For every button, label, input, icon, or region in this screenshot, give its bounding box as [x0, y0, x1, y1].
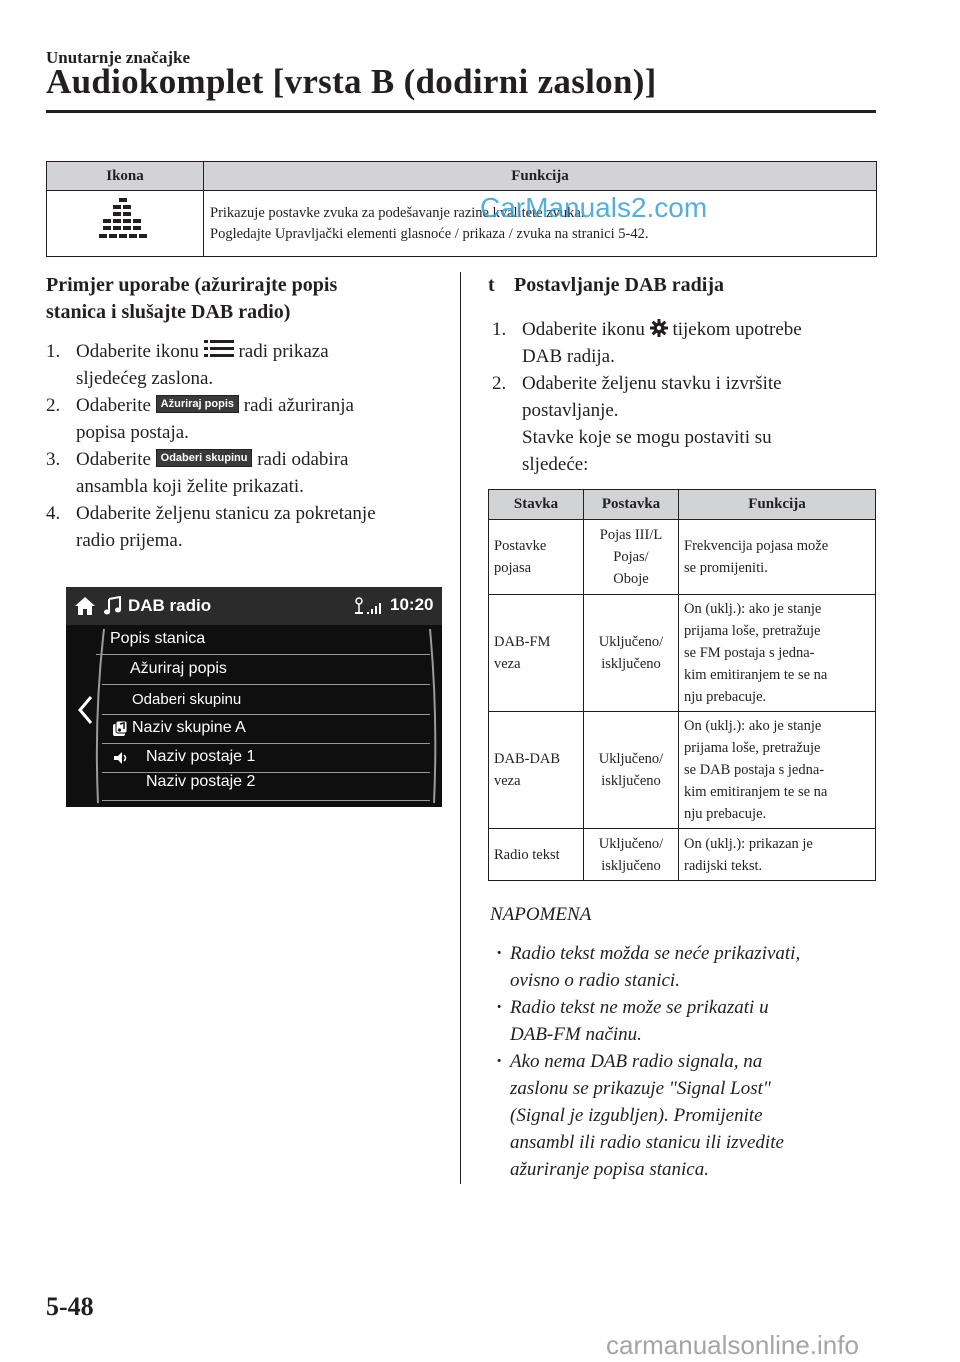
table-row: [489, 829, 876, 881]
step-text: radi ažuriranja: [243, 395, 354, 416]
step-number: 2.: [492, 373, 507, 394]
icon-column-header: Ikona: [47, 162, 204, 191]
note-line: · Radio tekst ne može se prikazati u: [510, 997, 769, 1018]
step-text: Odaberite ikonu: [76, 341, 199, 362]
row-label: Ažuriraj popis: [130, 660, 227, 677]
step-text: sljedeće:: [522, 454, 589, 475]
icon-cell: [47, 191, 204, 257]
table-row: [489, 520, 876, 595]
cell-line: Postavke: [494, 538, 547, 554]
setting-cell: [584, 595, 679, 712]
function-cell: [679, 520, 876, 595]
note-bullet: [492, 994, 872, 1048]
cell-line: Uključeno/: [598, 751, 664, 767]
item-cell: [489, 520, 584, 595]
row-label: Naziv postaje 2: [146, 773, 256, 790]
title-rule: [46, 110, 876, 113]
cell-line: isključeno: [601, 656, 661, 672]
cell-line: Pojas III/L: [599, 527, 663, 543]
cell-line: kim emitiranjem te se na: [684, 667, 828, 683]
select-group-row[interactable]: [102, 685, 430, 715]
watermark-site: carmanualsonline.info: [606, 1330, 859, 1360]
step-text: radi odabira: [257, 449, 349, 470]
ensemble-row[interactable]: [102, 715, 430, 744]
note-line: ovisno o radio stanici.: [510, 970, 680, 991]
dab-radio-screen: [66, 587, 442, 807]
table-row: [489, 712, 876, 829]
cell-line: nju prebacuje.: [684, 806, 767, 822]
right-heading-text: Postavljanje DAB radija: [514, 274, 724, 296]
list-icon: [204, 339, 234, 359]
note-line: ansambl ili radio stanicu ili izvedite: [510, 1132, 784, 1153]
cell-line: On (uklj.): prikazan je: [684, 835, 813, 852]
ensemble-icon: [112, 721, 128, 737]
watermark-carmanuals: CarManuals2.com: [480, 192, 708, 223]
step-number: 1.: [492, 319, 507, 340]
cell-line: Oboje: [613, 571, 649, 587]
step-number: 3.: [46, 449, 61, 470]
setting-cell: [584, 520, 679, 595]
column-divider: [460, 272, 461, 1184]
column-header: Stavka: [489, 490, 584, 520]
function-cell: [679, 829, 876, 881]
step-text: DAB radija.: [522, 346, 615, 367]
cell-line: DAB-DAB: [494, 751, 561, 767]
cell-line: se DAB postaja s jedna-: [684, 762, 825, 778]
note-list: [492, 940, 872, 1183]
cell-line: radijski tekst.: [684, 857, 763, 874]
icon-function-line-1: Prikazuje postavke zvuka za podešavanje razine kvalitete zvuka.: [210, 204, 585, 221]
station-list-heading: [96, 627, 430, 655]
cell-line: prijama loše, pretražuje: [684, 623, 821, 639]
step-number: 1.: [46, 341, 61, 362]
page-number: 5-48: [46, 1292, 94, 1321]
step-text: Odaberite: [76, 449, 151, 470]
right-heading: [488, 272, 878, 299]
function-cell: [679, 712, 876, 829]
right-step-1: [492, 316, 880, 370]
station-row-1[interactable]: [102, 744, 430, 773]
cell-line: nju prebacuje.: [684, 689, 767, 705]
note-line: DAB-FM načinu.: [510, 1024, 642, 1045]
cell-line: se FM postaja s jedna-: [684, 645, 815, 661]
settings-table: [488, 489, 876, 881]
function-cell: [679, 595, 876, 712]
cell-line: On (uklj.): ako je stanje: [684, 718, 822, 734]
step-text: ansambla koji želite prikazati.: [76, 476, 304, 497]
note-bullet: [492, 1048, 872, 1183]
step-text: Odaberite željenu stavku i izvršite: [522, 373, 782, 394]
row-label: Naziv postaje 1: [146, 748, 256, 765]
step-number: 4.: [46, 503, 61, 524]
back-chevron-icon[interactable]: [76, 694, 94, 726]
right-steps: [492, 316, 880, 478]
cell-line: se promijeniti.: [684, 560, 768, 576]
step-text: Odaberite ikonu: [522, 319, 645, 340]
equalizer-icon: [99, 196, 151, 244]
cell-line: DAB-FM: [494, 634, 551, 650]
note-line: · Radio tekst možda se neće prikazivati,: [510, 943, 801, 964]
screen-time: 10:20: [390, 595, 434, 614]
note-line: zaslonu se prikazuje "Signal Lost": [510, 1078, 771, 1099]
update-list-row[interactable]: [102, 655, 430, 685]
left-heading-line-1: Primjer uporabe (ažurirajte popis: [46, 274, 338, 296]
cell-line: Radio tekst: [494, 846, 560, 863]
cell-line: veza: [494, 656, 521, 672]
home-icon[interactable]: [74, 595, 96, 617]
step-text: radio prijema.: [76, 530, 183, 551]
heading-bullet: t: [488, 274, 495, 296]
column-header: Funkcija: [679, 490, 876, 520]
screen-title: DAB radio: [128, 596, 212, 615]
cell-line: kim emitiranjem te se na: [684, 784, 828, 800]
step-text: sljedećeg zaslona.: [76, 368, 214, 389]
icon-function-line-2: Pogledajte Upravljački elementi glasnoće / prikaza / zvuka na stranici 5-42.: [210, 225, 649, 242]
table-row: [489, 595, 876, 712]
step-text: tijekom upotrebe: [672, 319, 802, 340]
step-text: popisa postaja.: [76, 422, 189, 443]
setting-cell: [584, 829, 679, 881]
page-title: Audiokomplet [vrsta B (dodirni zaslon)]: [46, 62, 657, 101]
item-cell: [489, 829, 584, 881]
cell-line: prijama loše, pretražuje: [684, 740, 821, 756]
note-title: NAPOMENA: [490, 904, 592, 925]
left-heading: [46, 272, 446, 326]
note-bullet: [492, 940, 872, 994]
step-4: [46, 500, 456, 554]
cell-line: veza: [494, 773, 521, 789]
cell-line: Frekvencija pojasa može: [684, 538, 829, 554]
step-text: radi prikaza: [238, 341, 329, 362]
music-note-icon: [104, 596, 122, 616]
cell-line: Pojas/: [613, 549, 649, 565]
cell-line: Uključeno/: [598, 634, 664, 650]
cell-line: isključeno: [601, 857, 661, 874]
cell-line: On (uklj.): ako je stanje: [684, 601, 822, 617]
icon-table: [46, 161, 877, 257]
left-steps: [46, 338, 456, 554]
settings-header-row: [489, 490, 876, 520]
signal-icon: [353, 596, 383, 616]
setting-cell: [584, 712, 679, 829]
column-header: Postavka: [584, 490, 679, 520]
item-cell: [489, 595, 584, 712]
step-text: Odaberite željenu stanicu za pokretanje: [76, 503, 376, 524]
right-step-2: [492, 370, 880, 478]
station-row-2[interactable]: [102, 773, 430, 801]
step-text: Stavke koje se mogu postaviti su: [522, 427, 772, 448]
cell-line: isključeno: [601, 773, 661, 789]
row-label: Odaberi skupinu: [132, 691, 242, 708]
now-playing-icon: [113, 751, 129, 765]
function-column-header: Funkcija: [204, 162, 877, 191]
row-label: Naziv skupine A: [132, 719, 246, 736]
gear-icon: [650, 319, 668, 337]
row-label: Popis stanica: [110, 630, 206, 647]
select-group-button-label: Odaberi skupinu: [156, 449, 253, 467]
step-number: 2.: [46, 395, 61, 416]
section-label: Unutarnje značajke: [46, 48, 191, 67]
cell-line: pojasa: [494, 560, 532, 576]
update-list-button-label: Ažuriraj popis: [156, 395, 239, 413]
note-line: · Ako nema DAB radio signala, na: [510, 1051, 763, 1072]
cell-line: Uključeno/: [598, 835, 664, 852]
item-cell: [489, 712, 584, 829]
screen-header: [66, 587, 442, 625]
step-text: Odaberite: [76, 395, 151, 416]
step-2: [46, 392, 456, 446]
step-1: [46, 338, 456, 392]
step-3: [46, 446, 456, 500]
note-line: ažuriranje popisa stanica.: [510, 1159, 709, 1180]
note-line: (Signal je izgubljen). Promijenite: [510, 1105, 763, 1126]
left-heading-line-2: stanica i slušajte DAB radio): [46, 301, 291, 323]
step-text: postavljanje.: [522, 400, 619, 421]
